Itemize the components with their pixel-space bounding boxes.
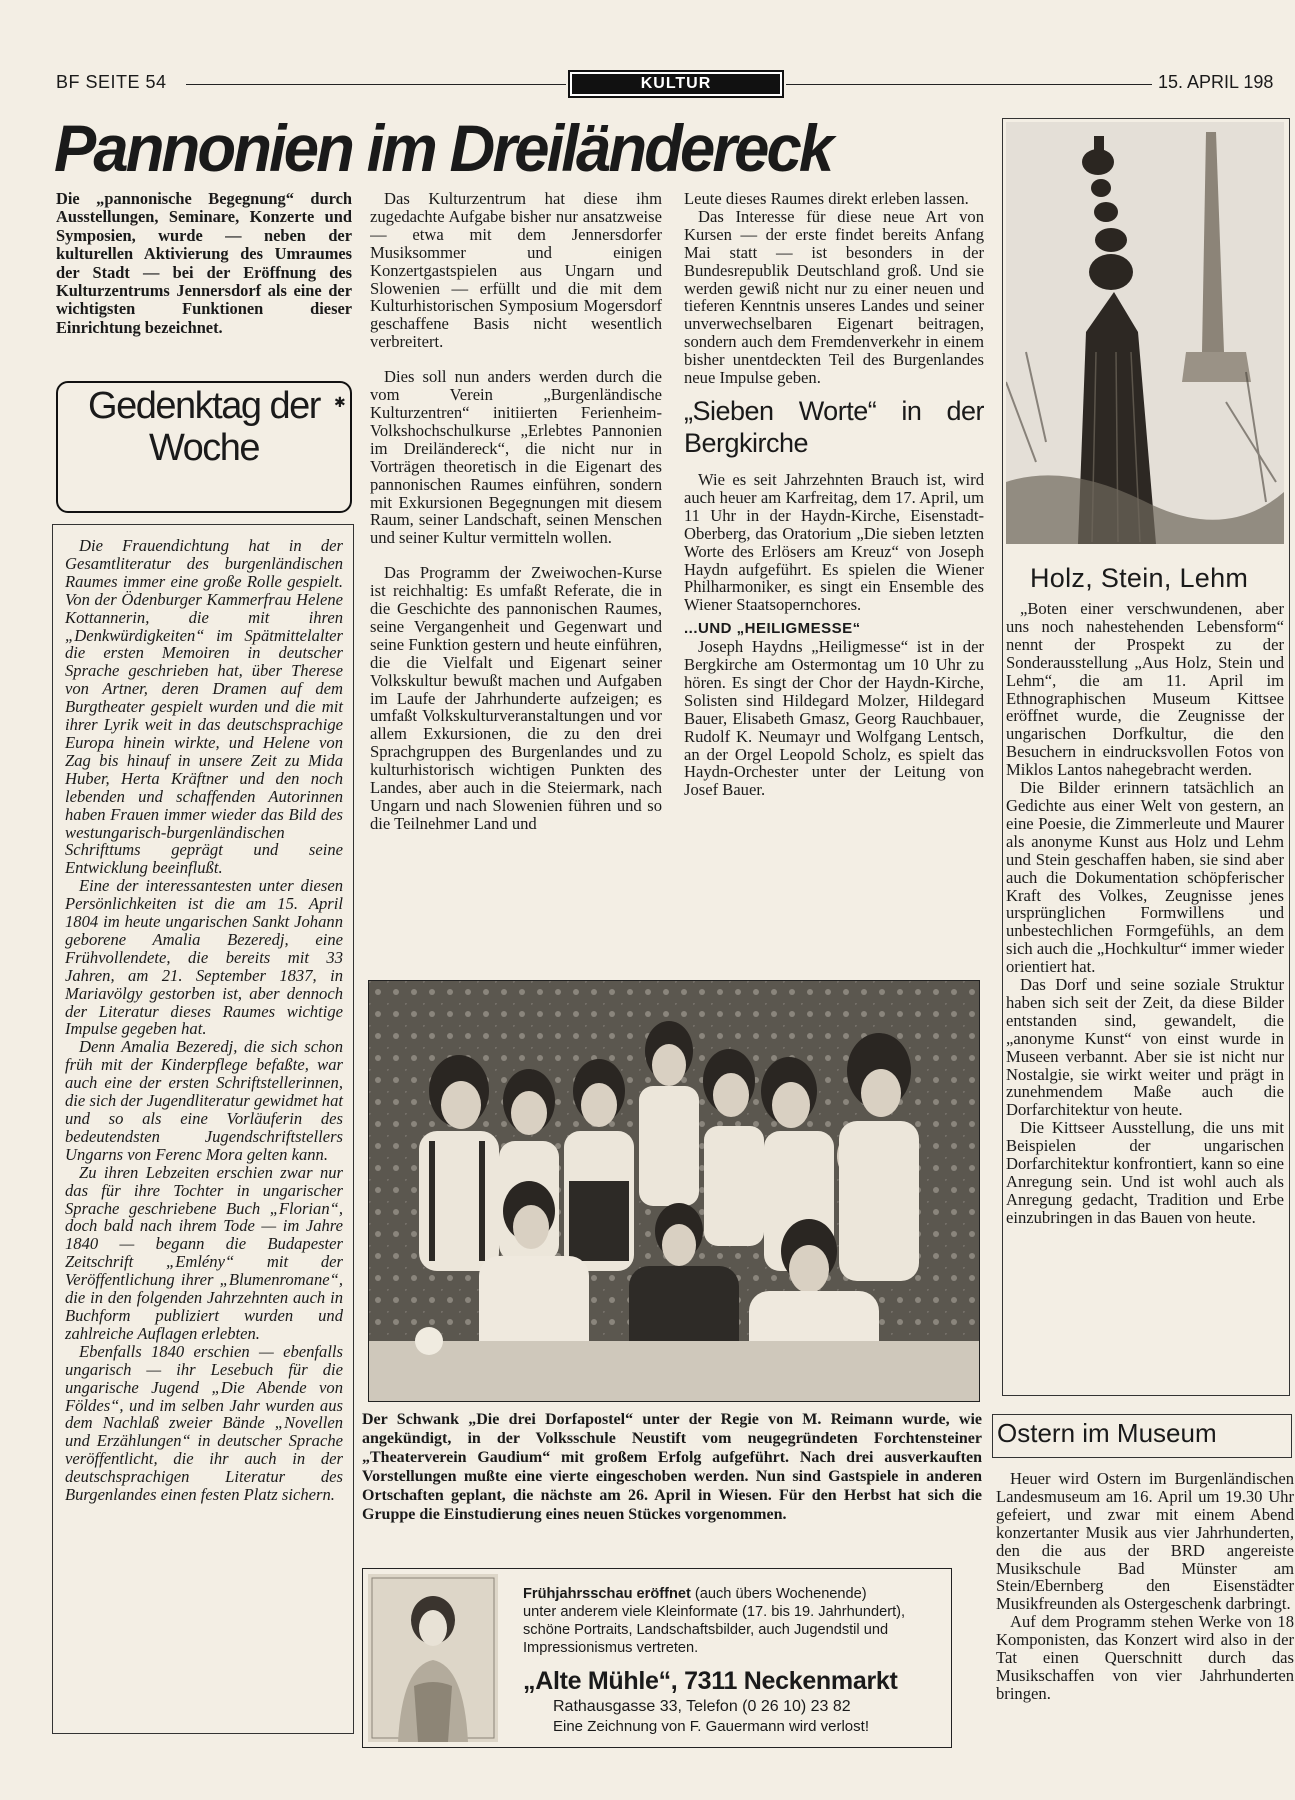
holz-stein-lehm-title: Holz, Stein, Lehm <box>1030 563 1249 593</box>
gedenktag-paragraph: Die Frauendichtung hat in der Gesamtliteratur des burgenländischen Raumes immer eine große Rolle gespielt. Von der Ödenburger Kammerfrau Helene Kottannerin, die mit ihren „Denkwürdigkeiten“ im Spätmittelalter die ersten Memoiren in deutscher Sprache geschrieben hat, über Therese von Artner, deren Dramen auf dem Burgtheater gespielt wurden und die mit ihrer Lyrik weit in das deutschsprachige Europa hinein wirkte, und Helene von Zag bis hinauf in unsere Zeit zu Mida Huber, Herta Kräftner und den noch lebenden und schaffenden Autorinnen haben Frauen immer wieder das Bild des westungarisch-burgenländischen Schrifttums geprägt und seine Entwicklung beeinflußt. <box>65 536 343 878</box>
holz-paragraph: Das Dorf und seine soziale Struktur haben sich seit der Zeit, da diese Bilder entstanden sind, gewandelt, die „anonyme Kunst“ von einst wurde in Museen verbannt. Aber sie ist nicht nur Nostalgie, sie wirkt weiter und prägt in zunehmendem Maße auch die Dorfarchitektur von heute. <box>1006 975 1284 1120</box>
portrait-drawing-image <box>368 1574 498 1742</box>
ostern-paragraph: Auf dem Programm stehen Werke von 18 Komponisten, das Konzert wird also in der Tat einen Querschnitt durch das Musikschaffen von vier Jahrhunderten bringen. <box>996 1612 1294 1703</box>
gedenktag-paragraph: Ebenfalls 1840 erschien — ebenfalls ungarisch — ihr Lesebuch für die ungarische Jugend „Die Abende von Földes“, und im selben Jahr wurden aus dem Nachlaß zweier Bände „Novellen und Erzählungen“ in deutscher Sprache veröffentlicht, die ihr auch in der deutschsprachigen Literatur des Burgenlandes einen festen Platz sichern. <box>65 1341 343 1505</box>
article-paragraph: Das Programm der Zweiwochen-Kurse ist reichhaltig: Es umfaßt Referate, die in die Geschichte des pannonischen Raumes, seine Vergangenheit und Gegenwart und seine Funktion gestern und heute einführen, die die Vielfalt und Eigenart seiner Volkskultur bewußt machen und Aufgaben im Laufe der Jahrhunderte aufzeigen; es umfaßt Volkskulturveranstaltungen und vor allem Exkursionen, die zu den drei Sprachgruppen des Burgenlandes und zu kulturhistorisch wichtigen Punkten des Landes, aber auch in die Steiermark, nach Ungarn und nach Slowenien führen und so die Teilnehmer Land und <box>370 563 662 833</box>
lead-paragraph: Die „pannonische Begegnung“ durch Ausstellungen, Seminare, Konzerte und Symposien, wurde — neben der kulturellen Aktivierung des Umraumes der Stadt — bei der Eröffnung des Kulturzentrums Jennersdorf als eine der wichtigsten Funktionen dieser Einrichtung bezeichnet. <box>56 189 352 337</box>
gedenktag-paragraph: Zu ihren Lebzeiten erschien zwar nur das für ihre Tochter in ungarischer Sprache geschriebene Buch „Florian“, doch bald nach ihrem Tode — im Jahre 1840 — begann die Budapester Zeitschrift „Emlény“ mit der Veröffentlichung ihrer „Blumenromane“, die in den folgenden Jahrzehnten auch in Buchform publiziert wurden und zahlreiche Auflagen erlebten. <box>65 1162 343 1343</box>
ad-headline-suffix: (auch übers Wochenende) <box>690 1586 867 1602</box>
heiligmesse-text: Joseph Haydns „Heiligmesse“ ist in der Bergkirche am Ostermontag um 10 Uhr zu hören. Es singt der Chor der Haydn-Kirche, Solisten sind Hildegard Molzer, Hildegard Bauer, Elisabeth Gmasz, Georg Rauchbauer, Rudolf K. Neumayr und Wolfgang Lentsch, an der Orgel Leopold Scholz, es spielt das Haydn-Orchester unter der Leitung von Josef Bauer. <box>684 637 984 800</box>
holz-stein-lehm-article <box>1006 600 1284 1390</box>
headline: Pannonien im Dreiländereck <box>54 111 832 185</box>
article-paragraph: Das Kulturzentrum hat diese ihm zugedachte Aufgabe bisher nur ansatzweise — etwa mit dem Jennersdorfer Musiksommer und einigen Konzertgastspielen aus Ungarn und Slowenien — erfüllt und die mit dem Kulturhistorischen Symposium Mogersdorf geschaffene Basis nicht wesentlich verbreitert. <box>370 190 662 352</box>
issue-date: 15. APRIL 198 <box>1158 72 1274 92</box>
sieben-worte-title: „Sieben Worte“ in der Bergkirche <box>684 395 984 458</box>
heiligmesse-title: ...UND „HEILIGMESSE“ <box>684 620 861 638</box>
header-rule-right <box>786 84 1152 85</box>
gedenktag-article <box>52 524 354 1734</box>
header-rule-left <box>186 84 566 85</box>
holz-paragraph: Die Kittseer Ausstellung, die uns mit Beispielen der ungarischen Dorfarchitektur konfrontiert, kann so eine Anregung sein. Und ist wohl auch als Anregung gedacht, Tradition und Erbe einzubringen in das Bauen von heute. <box>1006 1118 1284 1227</box>
gedenktag-paragraph: Eine der interessantesten unter diesen Persönlichkeiten ist die am 15. April 1804 im heute ungarischen Sankt Johann geborene Amalia Bezeredj, eine Frühvollendete, die bereits mit 33 Jahren, am 21. September 1837, in Mariavölgy gestorben ist, aber dennoch der Literatur dieses Raumes wichtige Impulse gegeben hat. <box>65 876 343 1039</box>
article-paragraph: Das Interesse für diese neue Art von Kursen — der erste findet bereits Anfang Mai statt — ist besonders in der Bundesrepublik Deutschland groß. Und sie werden gewiß nicht nur zu einer neuen und tieferen Kenntnis unseres Landes und seiner unverwechselbaren Eigenart beitragen, sondern auch dem Fremdenverkehr in einem bisher unentdeckten Teil des Burgenlandes neue Impulse geben. <box>684 206 984 388</box>
theater-group-photo <box>368 980 980 1402</box>
holz-paragraph: Die Bilder erinnern tatsächlich an Gedichte aus einer Welt von gestern, an eine Poesie, die Zimmerleute und Maurer als anonyme Kunst aus Holz und Lehm und Stein geschaffen haben, sie sind aber auch die Dokumentation schöpferischer Kraft des Volkes, Zeugnisse jenes ursprünglichen Formwillens und unbestechlichen Formgefühls, an dem sich auch die „Hochkultur“ immer wieder orientiert hat. <box>1006 778 1284 977</box>
page-number: BF SEITE 54 <box>56 72 167 92</box>
ad-business-name: „Alte Mühle“, 7311 Neckenmarkt <box>523 1667 898 1695</box>
asterisk-mark: ✱ <box>334 394 346 410</box>
main-article-col3 <box>684 190 984 950</box>
ostern-paragraph: Heuer wird Ostern im Burgenländischen Landesmuseum am 16. April um 19.30 Uhr gefeiert, und zwar mit einem Abend konzertanter Musik aus vier Jahrhunderten, den die aus der BRD angereiste Musikschule Bad Münster am Stein/Ebernberg den Eisenstädter Musikfreunden als Ostergeschenk darbringt. <box>996 1470 1294 1614</box>
wooden-grave-post-photo <box>1006 122 1284 544</box>
main-article-col2 <box>370 190 662 950</box>
holz-paragraph: „Boten einer verschwundenen, aber uns noch nahestehenden Lebensform“ nennt der Prospekt zu der Sonderausstellung „Aus Holz, Stein und Lehm“, die am 11. April im Ethnographischen Museum Kittsee eröffnet wurde, die Zeugnisse der ungarischen Dorfkultur, die den Besuchern in eindrucksvollen Fotos von Miklos Lantos nahegebracht werden. <box>1006 600 1284 780</box>
gallery-advertisement <box>362 1568 952 1748</box>
ostern-article <box>996 1470 1294 1790</box>
ad-address: Rathausgasse 33, Telefon (0 26 10) 23 82 <box>553 1698 851 1715</box>
ad-text-block <box>523 1585 943 1737</box>
section-label: KULTUR <box>572 74 780 94</box>
photo-caption: Der Schwank „Die drei Dorfapostel“ unter der Regie von M. Reimann wurde, wie angekündigt, in der Volksschule Neustift vom neugegründeten Forchtensteiner „Theaterverein Gaudium“ mit großem Erfolg aufgeführt. Nach drei ausverkauften Vorstellungen mußte eine vierte eingeschoben werden. Nun sind Gastspiele in anderen Ortschaften geplant, die nächste am 26. April in Wiesen. Für den Herbst hat sich die Gruppe die Einstudierung eines neuen Stückes vorgenommen. <box>362 1411 982 1523</box>
article-paragraph: Leute dieses Raumes direkt erleben lassen. <box>684 190 969 208</box>
section-label-box <box>568 70 784 98</box>
ad-body: unter anderem viele Kleinformate (17. bis 19. Jahrhundert), schöne Portraits, Landschaftsbilder, auch Jugendstil und Impressionismus vertreten. <box>523 1604 906 1656</box>
article-paragraph: Dies soll nun anders werden durch die vom Verein „Burgenländische Kulturzentren“ initiierten Ferienheim-Volkshochschulkurse „Erlebtes Pannonien im Dreiländereck“, die nicht nur in Vorträgen theoretisch in die Eigenart des pannonischen Raumes einführen, sondern mit Exkursionen Begegnungen mit diesem Raum, seiner Landschaft, seinen Menschen und seiner Kultur vermitteln wollen. <box>370 367 662 548</box>
ad-note: Eine Zeichnung von F. Gauermann wird verlost! <box>553 1718 869 1735</box>
ostern-im-museum-title: Ostern im Museum <box>997 1418 1217 1448</box>
sieben-worte-text: Wie es seit Jahrzehnten Brauch ist, wird auch heuer am Karfreitag, dem 17. April, um 11 Uhr in der Haydn-Kirche, Eisenstadt-Oberberg, das Oratorium „Die sieben letzten Worte des Erlösers am Kreuz“ von Joseph Haydn aufgeführt. Es spielen die Wiener Philharmoniker, es singt ein Ensemble des Wiener Staatsopernchores. <box>684 469 984 615</box>
gedenktag-title: Gedenktag der Woche <box>88 385 320 469</box>
ad-headline: Frühjahrsschau eröffnet <box>523 1586 691 1602</box>
gedenktag-paragraph: Denn Amalia Bezeredj, die sich schon früh mit der Kinderpflege befaßte, war auch eine der ersten Schriftstellerinnen, die sich der Jugendliteratur gewidmet hat und so als eine Vorläuferin des bedeutendsten Jugendschriftstellers Ungarns von Ferenc Mora gelten kann. <box>65 1037 343 1164</box>
